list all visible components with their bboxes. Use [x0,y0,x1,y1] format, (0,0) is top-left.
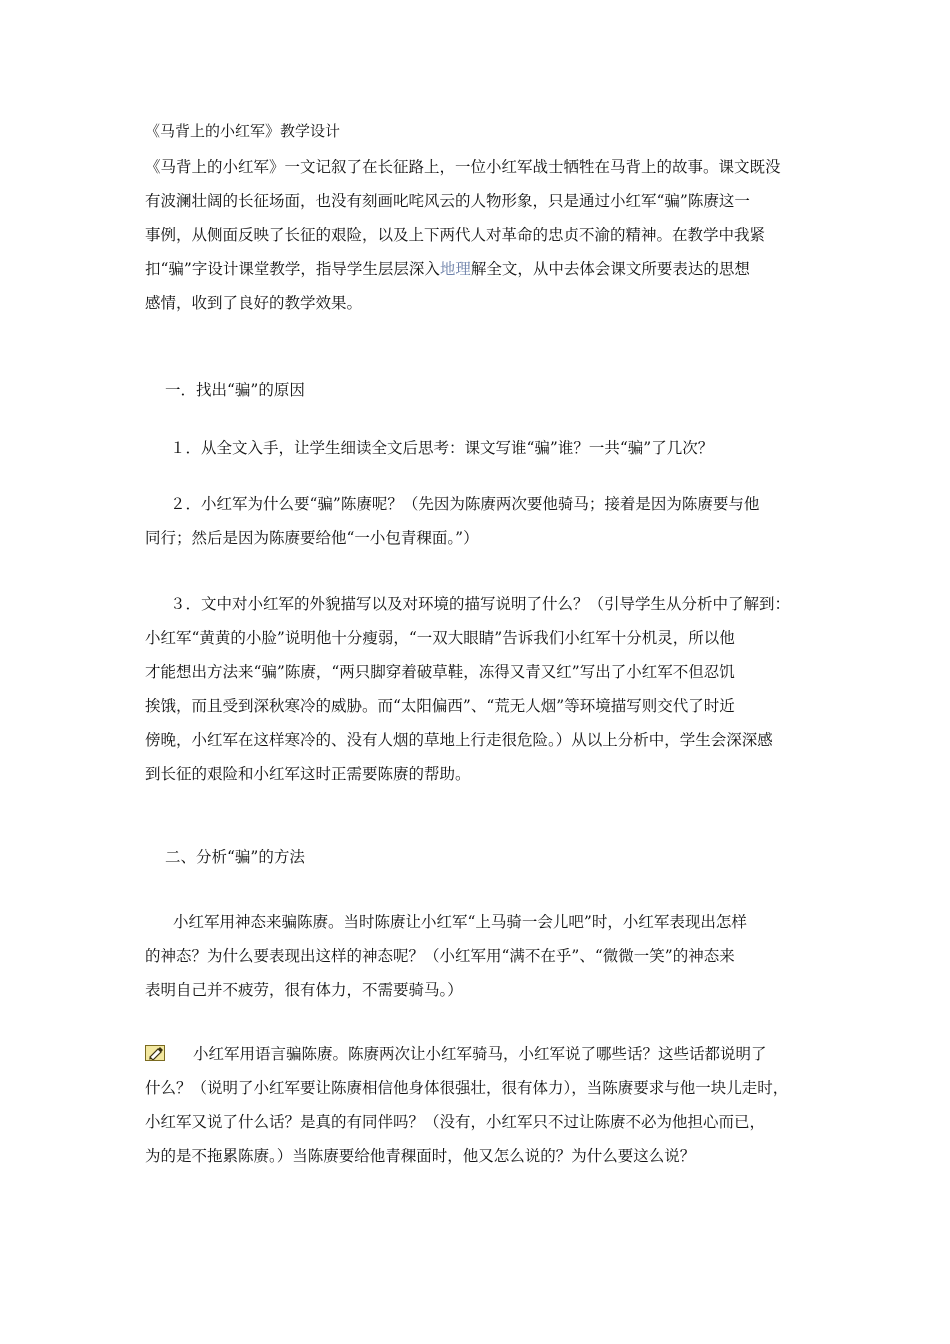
intro-line: 事例，从侧面反映了长征的艰险，以及上下两代人对革命的忠贞不渝的精神。在教学中我紧 [145,226,766,244]
item-line: 同行；然后是因为陈赓要给他“一小包青稞面。”） [145,529,479,547]
hyperlink-word[interactable]: 地理 [439,260,471,278]
paragraph-line: 什么？（说明了小红军要让陈赓相信他身体很强壮，很有体力），当陈赓要求与他一块儿走时， [145,1079,789,1097]
item-line: 挨饿，而且受到深秋寒冷的威胁。而“太阳偏西”、“荒无人烟”等环境描写则交代了时近 [145,697,735,715]
intro-line-with-link [145,252,805,286]
item-line: 到长征的艰险和小红军这时正需要陈赓的帮助。 [145,765,471,783]
intro-line: 《马背上的小红军》一文记叙了在长征路上，一位小红军战士牺牲在马背上的故事。课文既没 [145,158,781,176]
paragraph-line: 小红军用语言骗陈赓。陈赓两次让小红军骑马，小红军说了哪些话？这些话都说明了 [193,1045,767,1063]
item-line: 傍晚，小红军在这样寒冷的、没有人烟的草地上行走很危险。）从以上分析中，学生会深深感 [145,731,773,749]
methods-paragraph [145,905,805,1007]
item-line: ３．文中对小红军的外貌描写以及对环境的描写说明了什么？（引导学生从分析中了解到： [170,595,791,613]
paragraph-line: 的神态？为什么要表现出这样的神态呢？（小红军用“满不在乎”、“微微一笑”的神态来 [145,947,735,965]
item-line: ２．小红军为什么要“骗”陈赓呢？（先因为陈赓两次要他骑马；接着是因为陈赓要与他 [170,495,760,513]
item-line: 小红军“黄黄的小脸”说明他十分瘦弱，“一双大眼睛”告诉我们小红军十分机灵，所以他 [145,629,735,647]
paragraph-line: 表明自己并不疲劳，很有体力，不需要骑马。） [145,981,463,999]
document-title: 《马背上的小红军》教学设计 [145,122,341,140]
item-line: 才能想出方法来“骗”陈赓，“两只脚穿着破草鞋，冻得又青又红”写出了小红军不但忍饥 [145,663,735,681]
intro-line: 有波澜壮阔的长征场面，也没有刻画叱咤风云的人物形象，只是通过小红军“骗”陈赓这一 [145,192,750,210]
section-heading-methods: 二、分析“骗”的方法 [165,848,305,866]
paragraph-line: 为的是不拖累陈赓。）当陈赓要给他青稞面时，他又怎么说的？为什么要这么说？ [145,1147,696,1165]
paragraph-line: 小红军用神态来骗陈赓。当时陈赓让小红军“上马骑一会儿吧”时，小红军表现出怎样 [173,913,747,931]
intro-line: 感情，收到了良好的教学效果。 [145,294,363,312]
list-item: １．从全文入手，让学生细读全文后思考：课文写谁“骗”谁？一共“骗”了几次？ [170,439,714,457]
section-heading-reasons: 一．找出“骗”的原因 [165,381,305,399]
list-item [145,487,805,555]
list-item [145,587,805,791]
paragraph-line: 小红军又说了什么话？是真的有同伴吗？（没有，小红军只不过让陈赓不必为他担心而已， [145,1113,766,1131]
methods-paragraph [145,1037,805,1173]
intro-text: 解全文，从中去体会课文所要表达的思想 [470,260,750,278]
intro-paragraph [145,150,805,320]
intro-text: 扣“骗”字设计课堂教学，指导学生层层深入 [145,260,440,278]
